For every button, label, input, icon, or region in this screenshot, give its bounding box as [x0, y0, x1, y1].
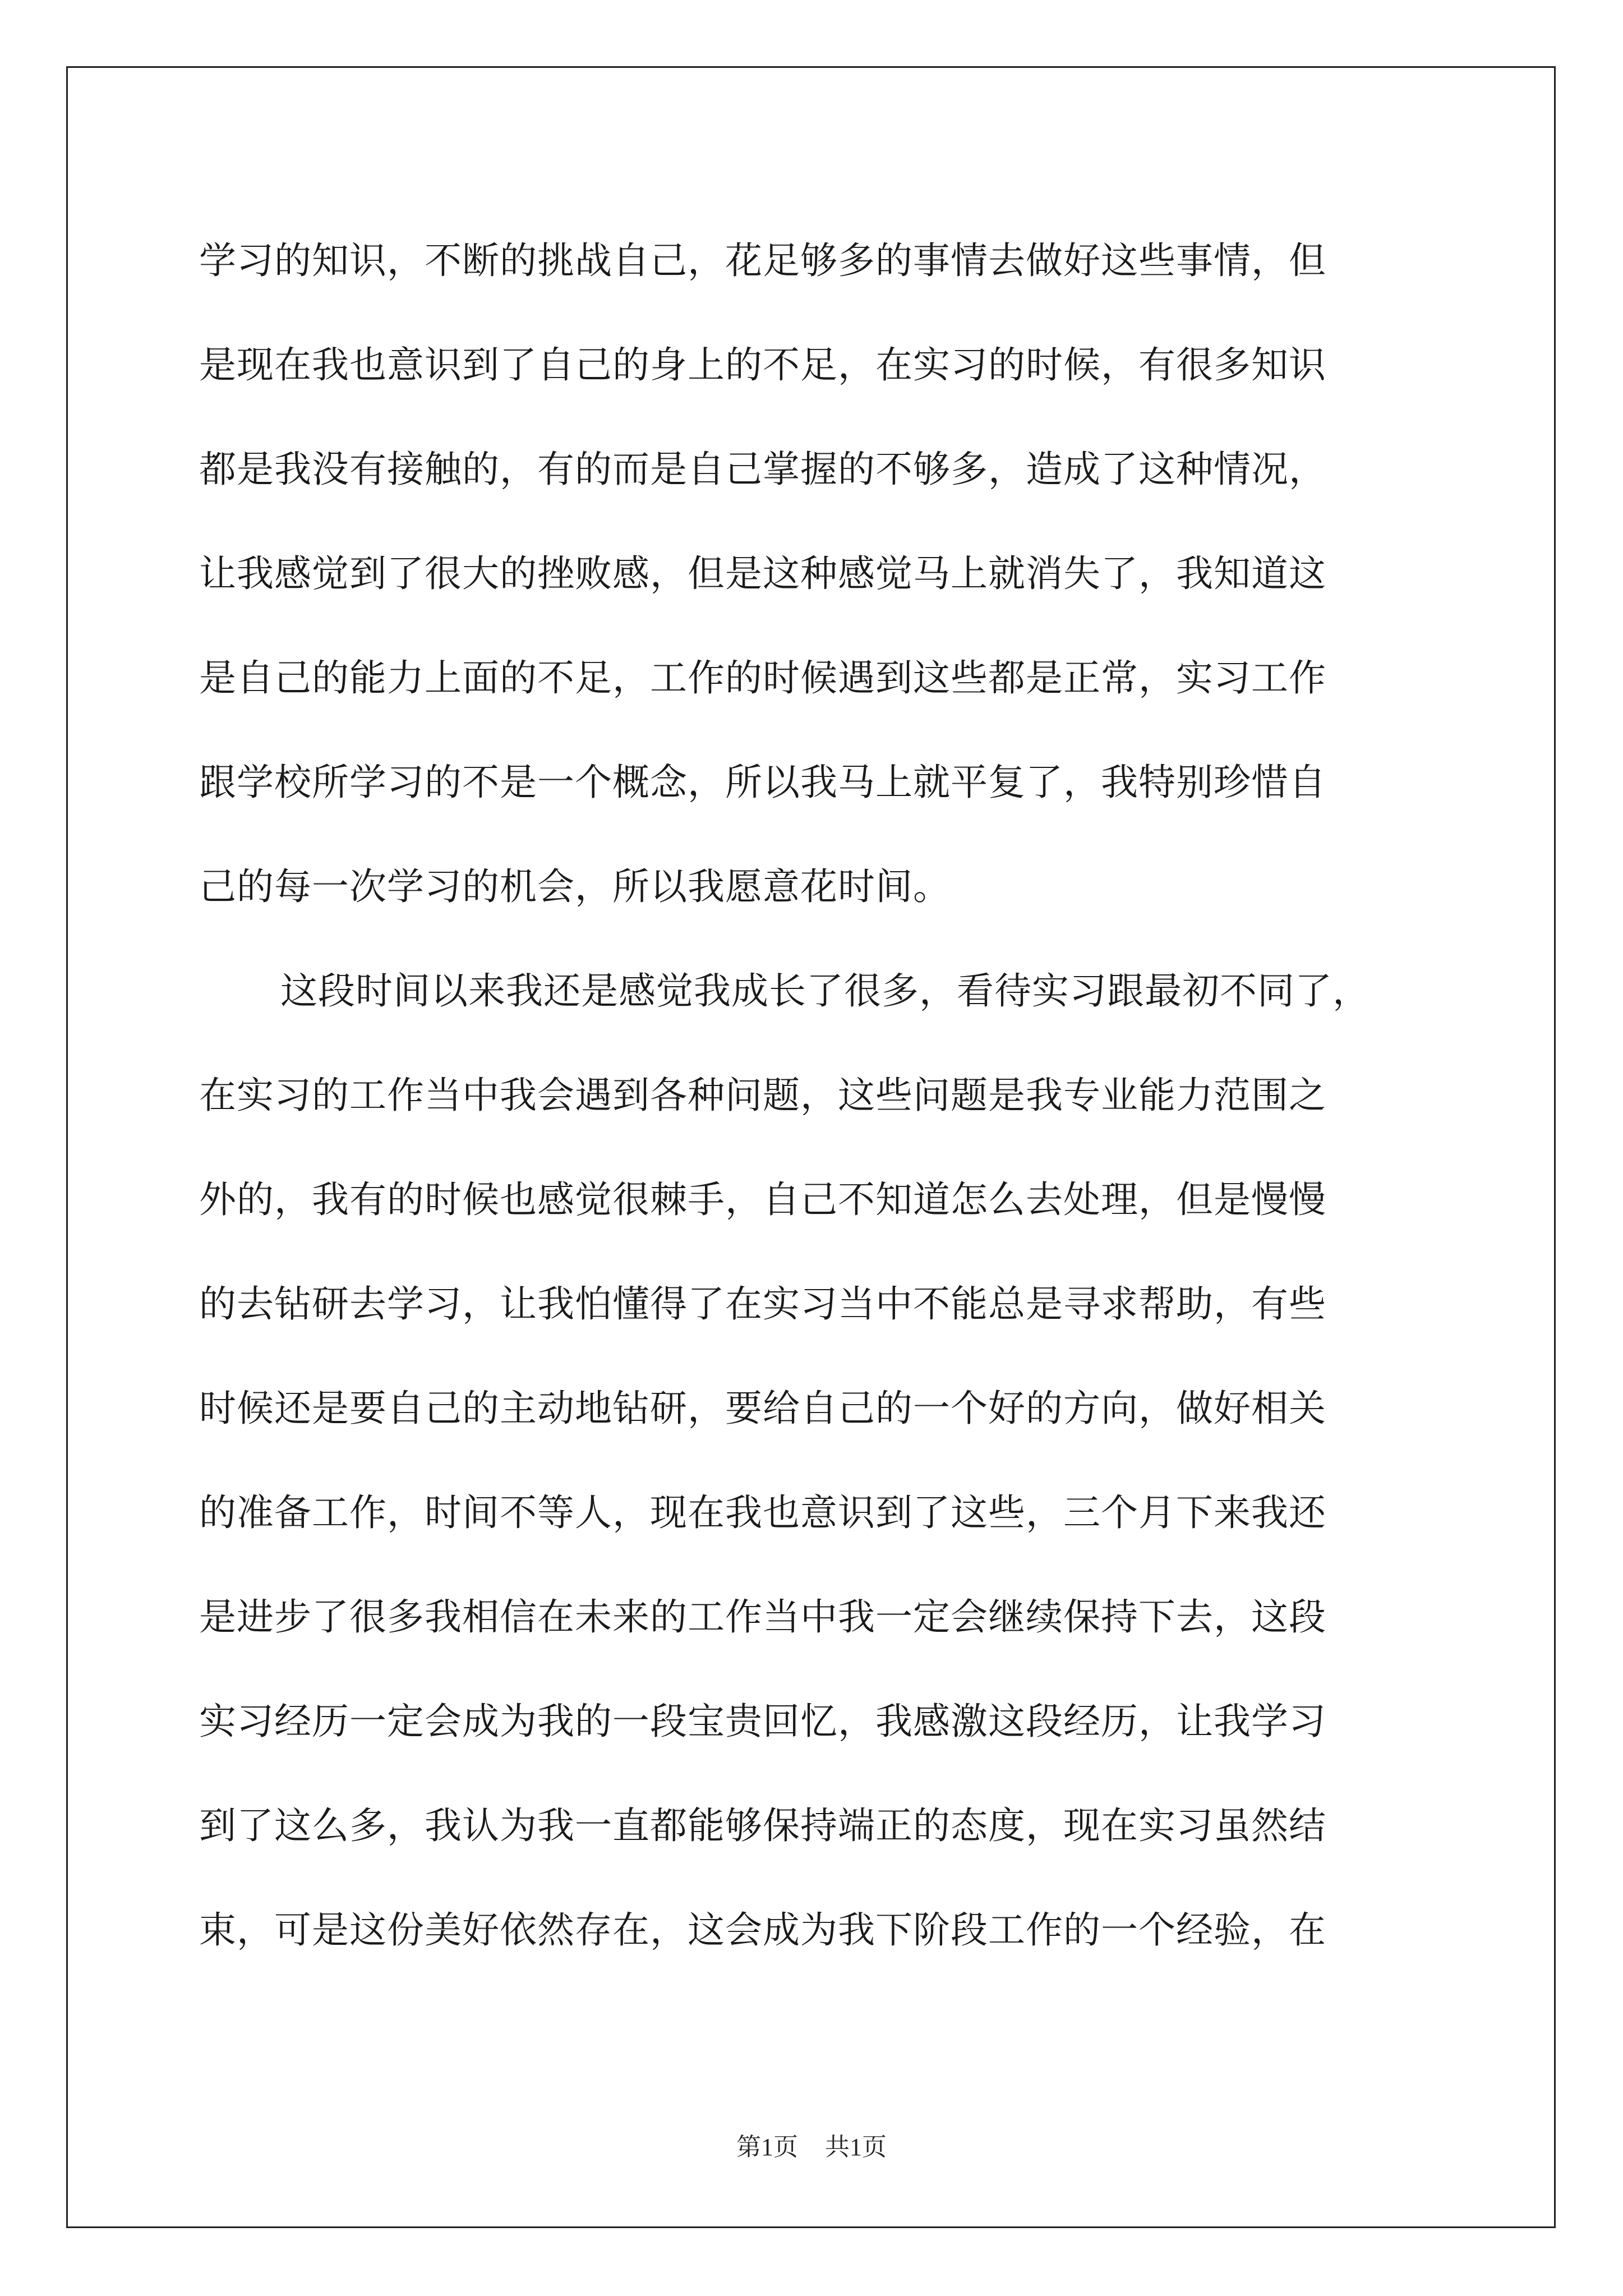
page-footer — [0, 2131, 1623, 2164]
text-line-12: 时候还是要自己的主动地钻研，要给自己的一个好的方向，做好相关 — [199, 1387, 1326, 1430]
text-line-7: 己的每一次学习的机会，所以我愿意花时间。 — [199, 865, 951, 908]
text-line-17: 束，可是这份美好依然存在，这会成为我下阶段工作的一个经验，在 — [199, 1908, 1326, 1952]
text-line-6: 跟学校所学习的不是一个概念，所以我马上就平复了，我特别珍惜自 — [199, 761, 1326, 804]
text-line-8-paragraph-start: 这段时间以来我还是感觉我成长了很多，看待实习跟最初不同了， — [280, 969, 1370, 1013]
text-line-15: 实习经历一定会成为我的一段宝贵回忆，我感激这段经历，让我学习 — [199, 1700, 1326, 1743]
text-line-5: 是自己的能力上面的不足，工作的时候遇到这些都是正常，实习工作 — [199, 656, 1326, 700]
page-total: 共1页 — [825, 2133, 887, 2161]
text-line-9: 在实习的工作当中我会遇到各种问题，这些问题是我专业能力范围之 — [199, 1074, 1326, 1117]
text-line-14: 是进步了很多我相信在未来的工作当中我一定会继续保持下去，这段 — [199, 1595, 1326, 1639]
text-line-1: 学习的知识，不断的挑战自己，花足够多的事情去做好这些事情，但 — [199, 239, 1326, 282]
text-line-10: 外的，我有的时候也感觉很棘手，自己不知道怎么去处理，但是慢慢 — [199, 1178, 1326, 1221]
text-line-3: 都是我没有接触的，有的而是自己掌握的不够多，造成了这种情况， — [199, 448, 1326, 491]
document-body — [199, 209, 1427, 1982]
text-line-16: 到了这么多，我认为我一直都能够保持端正的态度，现在实习虽然结 — [199, 1804, 1326, 1847]
text-line-11: 的去钻研去学习，让我怕懂得了在实习当中不能总是寻求帮助，有些 — [199, 1282, 1326, 1326]
text-line-2: 是现在我也意识到了自己的身上的不足，在实习的时候，有很多知识 — [199, 343, 1326, 386]
page-number: 第1页 — [736, 2133, 798, 2161]
text-line-13: 的准备工作，时间不等人，现在我也意识到了这些，三个月下来我还 — [199, 1491, 1326, 1534]
text-line-4: 让我感觉到了很大的挫败感，但是这种感觉马上就消失了，我知道这 — [199, 552, 1326, 595]
